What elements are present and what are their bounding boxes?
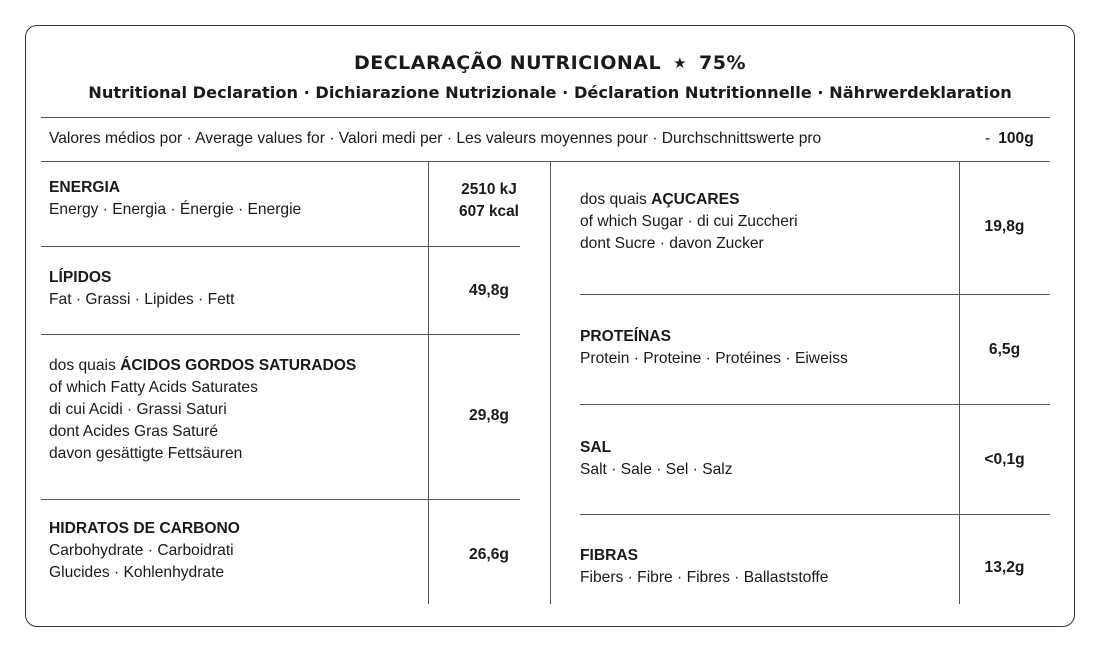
fiber-value: 13,2g	[984, 559, 1025, 576]
center-divider	[550, 161, 551, 604]
row-line: di cui Acidi · Grassi Saturi	[49, 401, 227, 418]
row-line: davon gesättigte Fettsäuren	[49, 445, 243, 462]
average-values-text: Valores médios por · Average values for · Valori medi per · Les valeurs moyennes pour · Durchschnittswerte pro	[49, 130, 822, 147]
row-divider	[41, 334, 520, 335]
amount: 100g	[998, 130, 1034, 147]
row-saturates	[49, 355, 356, 465]
row-salt	[580, 437, 733, 481]
divider	[41, 117, 1050, 118]
cocoa-percent: 75%	[699, 52, 747, 74]
row-carbohydrate	[49, 518, 240, 584]
dash: -	[985, 130, 991, 147]
row-fiber	[580, 545, 828, 589]
row-line: of which Sugar · di cui Zuccheri	[580, 213, 798, 230]
sugar-value: 19,8g	[984, 218, 1025, 235]
row-title: LÍPIDOS	[49, 269, 112, 286]
star-icon: ★	[673, 54, 688, 72]
row-line: Glucides · Kohlenhydrate	[49, 564, 225, 581]
row-divider	[580, 404, 1050, 405]
energy-kcal: 607 kcal	[459, 203, 519, 220]
row-line: Fat · Grassi · Lipides · Fett	[49, 291, 235, 308]
row-title: FIBRAS	[580, 547, 639, 564]
row-fat	[49, 267, 234, 311]
row-sugar	[580, 189, 798, 255]
row-title: ÁCIDOS GORDOS SATURADOS	[120, 357, 357, 374]
divider	[41, 161, 1050, 162]
salt-value: <0,1g	[984, 451, 1025, 468]
row-line: Energy · Energia · Énergie · Energie	[49, 201, 302, 218]
fat-value: 49,8g	[469, 282, 509, 299]
row-title: ENERGIA	[49, 179, 121, 196]
row-energy	[49, 177, 301, 221]
row-line: Carbohydrate · Carboidrati	[49, 542, 234, 559]
row-line: Fibers · Fibre · Fibres · Ballaststoffe	[580, 569, 829, 586]
energy-value	[428, 179, 550, 223]
row-line: Salt · Sale · Sel · Salz	[580, 461, 733, 478]
label-title	[0, 52, 1100, 74]
average-values-amount	[985, 130, 1034, 148]
row-divider	[580, 514, 1050, 515]
row-title: HIDRATOS DE CARBONO	[49, 520, 240, 537]
row-line: of which Fatty Acids Saturates	[49, 379, 258, 396]
row-divider	[41, 499, 520, 500]
row-protein	[580, 326, 848, 370]
saturates-value: 29,8g	[469, 407, 509, 424]
row-line: dont Acides Gras Saturé	[49, 423, 219, 440]
row-prefix: dos quais	[580, 191, 652, 208]
row-divider	[41, 246, 520, 247]
title-text: DECLARAÇÃO NUTRICIONAL	[353, 52, 662, 74]
label-subtitle: Nutritional Declaration · Dichiarazione Nutrizionale · Déclaration Nutritionnelle · Nährwerdeklaration	[88, 83, 1012, 102]
energy-kj: 2510 kJ	[461, 181, 517, 198]
row-line: Protein · Proteine · Protéines · Eiweiss	[580, 350, 848, 367]
row-divider	[580, 294, 1050, 295]
row-title: SAL	[580, 439, 612, 456]
row-title: PROTEÍNAS	[580, 328, 671, 345]
carbohydrate-value: 26,6g	[469, 546, 509, 563]
row-line: dont Sucre · davon Zucker	[580, 235, 764, 252]
row-prefix: dos quais	[49, 357, 121, 374]
row-title: AÇUCARES	[651, 191, 740, 208]
protein-value: 6,5g	[988, 341, 1021, 358]
